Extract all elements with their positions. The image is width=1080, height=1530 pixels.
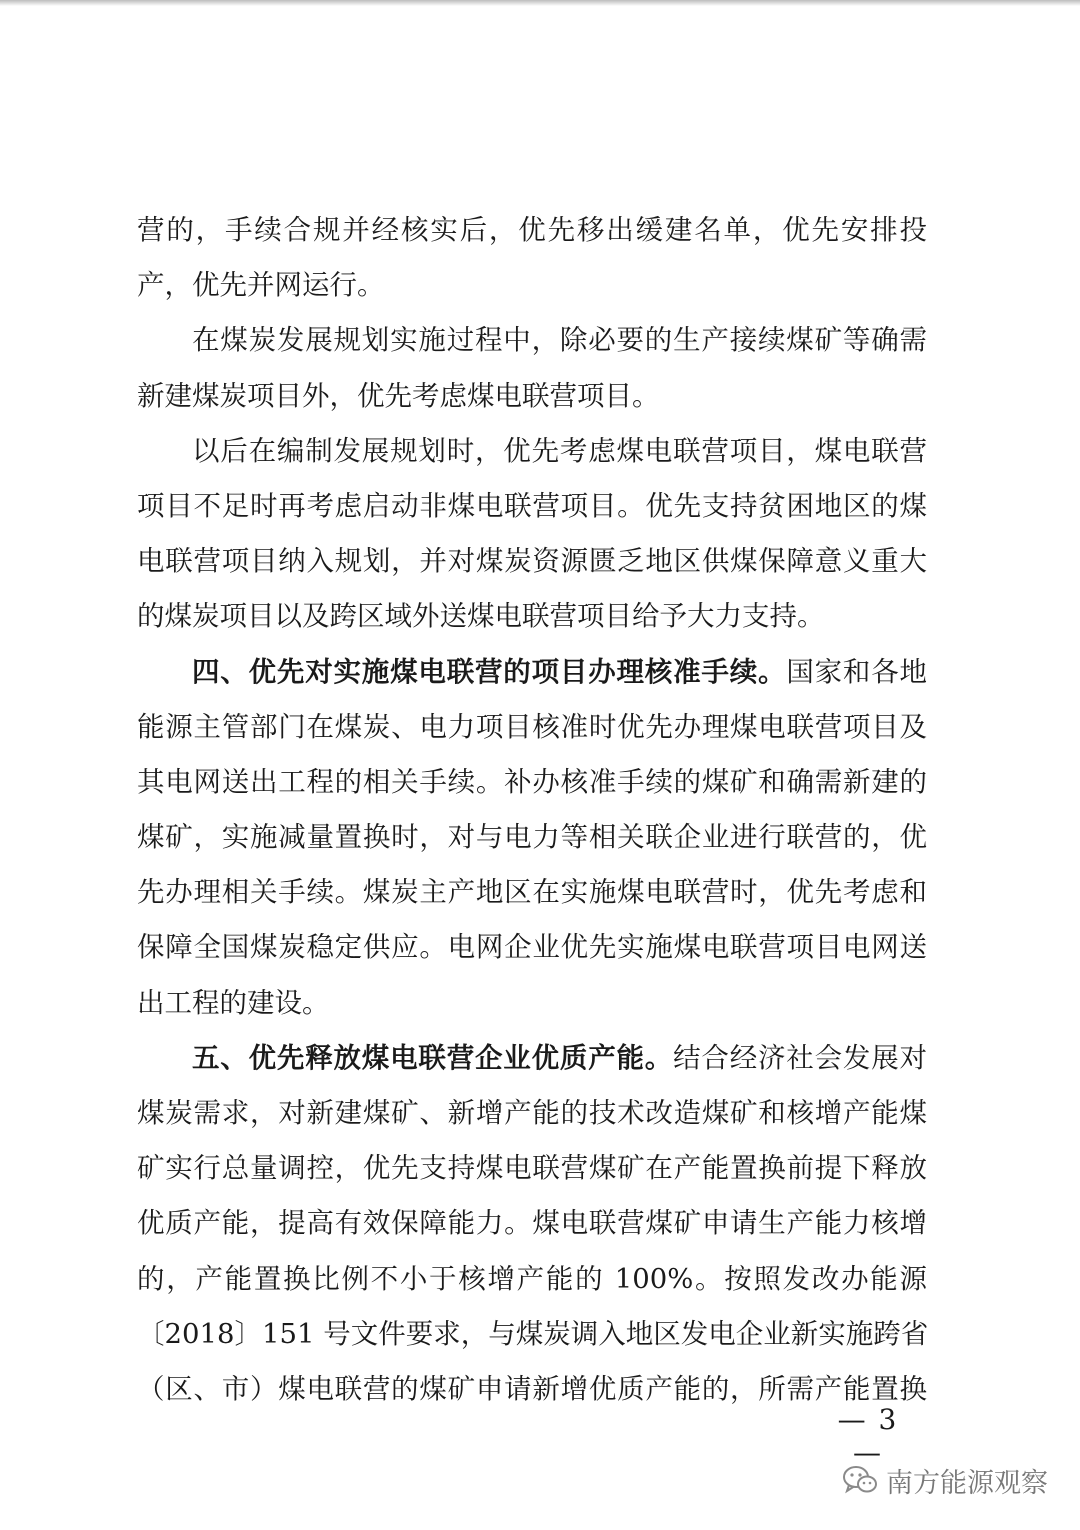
text-line: 矿实行总量调控，优先支持煤电联营煤矿在产能置换前提下释放 <box>137 1152 927 1185</box>
text-line: 先办理相关手续。煤炭主产地区在实施煤电联营时，优先考虑和 <box>137 876 927 909</box>
section-heading: 四、优先对实施煤电联营的项目办理核准手续。 <box>192 655 787 688</box>
text-line: 煤炭需求，对新建煤矿、新增产能的技术改造煤矿和核增产能煤 <box>137 1097 927 1129</box>
paragraph-2 <box>137 313 927 423</box>
paragraph-1 <box>137 203 927 313</box>
watermark <box>842 1450 1048 1510</box>
section-heading-line <box>137 645 927 700</box>
text-line: 能源主管部门在煤炭、电力项目核准时优先办理煤电联营项目及 <box>137 710 927 743</box>
section-five <box>137 1031 927 1417</box>
text-line: 煤矿，实施减量置换时，对与电力等相关联企业进行联营的，优 <box>137 821 927 854</box>
text-line: （区、市）煤电联营的煤矿申请新增优质产能的，所需产能置换 <box>137 1372 927 1405</box>
text-fragment: 结合经济社会发展对 <box>673 1041 928 1074</box>
document-body <box>137 203 927 1417</box>
text-line: 的煤炭项目以及跨区域外送煤电联营项目给予大力支持。 <box>137 600 825 633</box>
text-fragment: 国家和各地 <box>786 655 928 688</box>
text-line: 优质产能，提高有效保障能力。煤电联营煤矿申请生产能力核增 <box>137 1207 927 1240</box>
page-number: — 3 — <box>837 1403 899 1469</box>
text-line: 新建煤炭项目外，优先考虑煤电联营项目。 <box>137 379 660 412</box>
text-line: 营的，手续合规并经核实后，优先移出缓建名单，优先安排投 <box>137 214 927 246</box>
text-line: 项目不足时再考虑启动非煤电联营项目。优先支持贫困地区的煤 <box>137 489 927 522</box>
text-line: 电联营项目纳入规划，并对煤炭资源匮乏地区供煤保障意义重大 <box>137 545 927 578</box>
paragraph-3 <box>137 424 927 645</box>
text-line: 以后在编制发展规划时，优先考虑煤电联营项目，煤电联营 <box>192 434 927 467</box>
section-four <box>137 645 927 1031</box>
text-line: 在煤炭发展规划实施过程中，除必要的生产接续煤矿等确需 <box>192 324 927 357</box>
text-line: 〔2018〕151 号文件要求，与煤炭调入地区发电企业新实施跨省 <box>137 1317 929 1350</box>
section-heading-line <box>137 1031 927 1086</box>
page-top-edge <box>0 0 1080 6</box>
text-line: 其电网送出工程的相关手续。补办核准手续的煤矿和确需新建的 <box>137 765 927 798</box>
text-line: 出工程的建设。 <box>137 986 330 1019</box>
section-heading: 五、优先释放煤电联营企业优质产能。 <box>192 1041 674 1074</box>
watermark-text: 南方能源观察 <box>886 1467 1048 1499</box>
text-line: 保障全国煤炭稳定供应。电网企业优先实施煤电联营项目电网送 <box>137 931 927 964</box>
text-line: 的，产能置换比例不小于核增产能的 100%。按照发改办能源 <box>137 1262 927 1295</box>
text-line: 产，优先并网运行。 <box>137 269 385 302</box>
wechat-icon <box>842 1464 878 1496</box>
